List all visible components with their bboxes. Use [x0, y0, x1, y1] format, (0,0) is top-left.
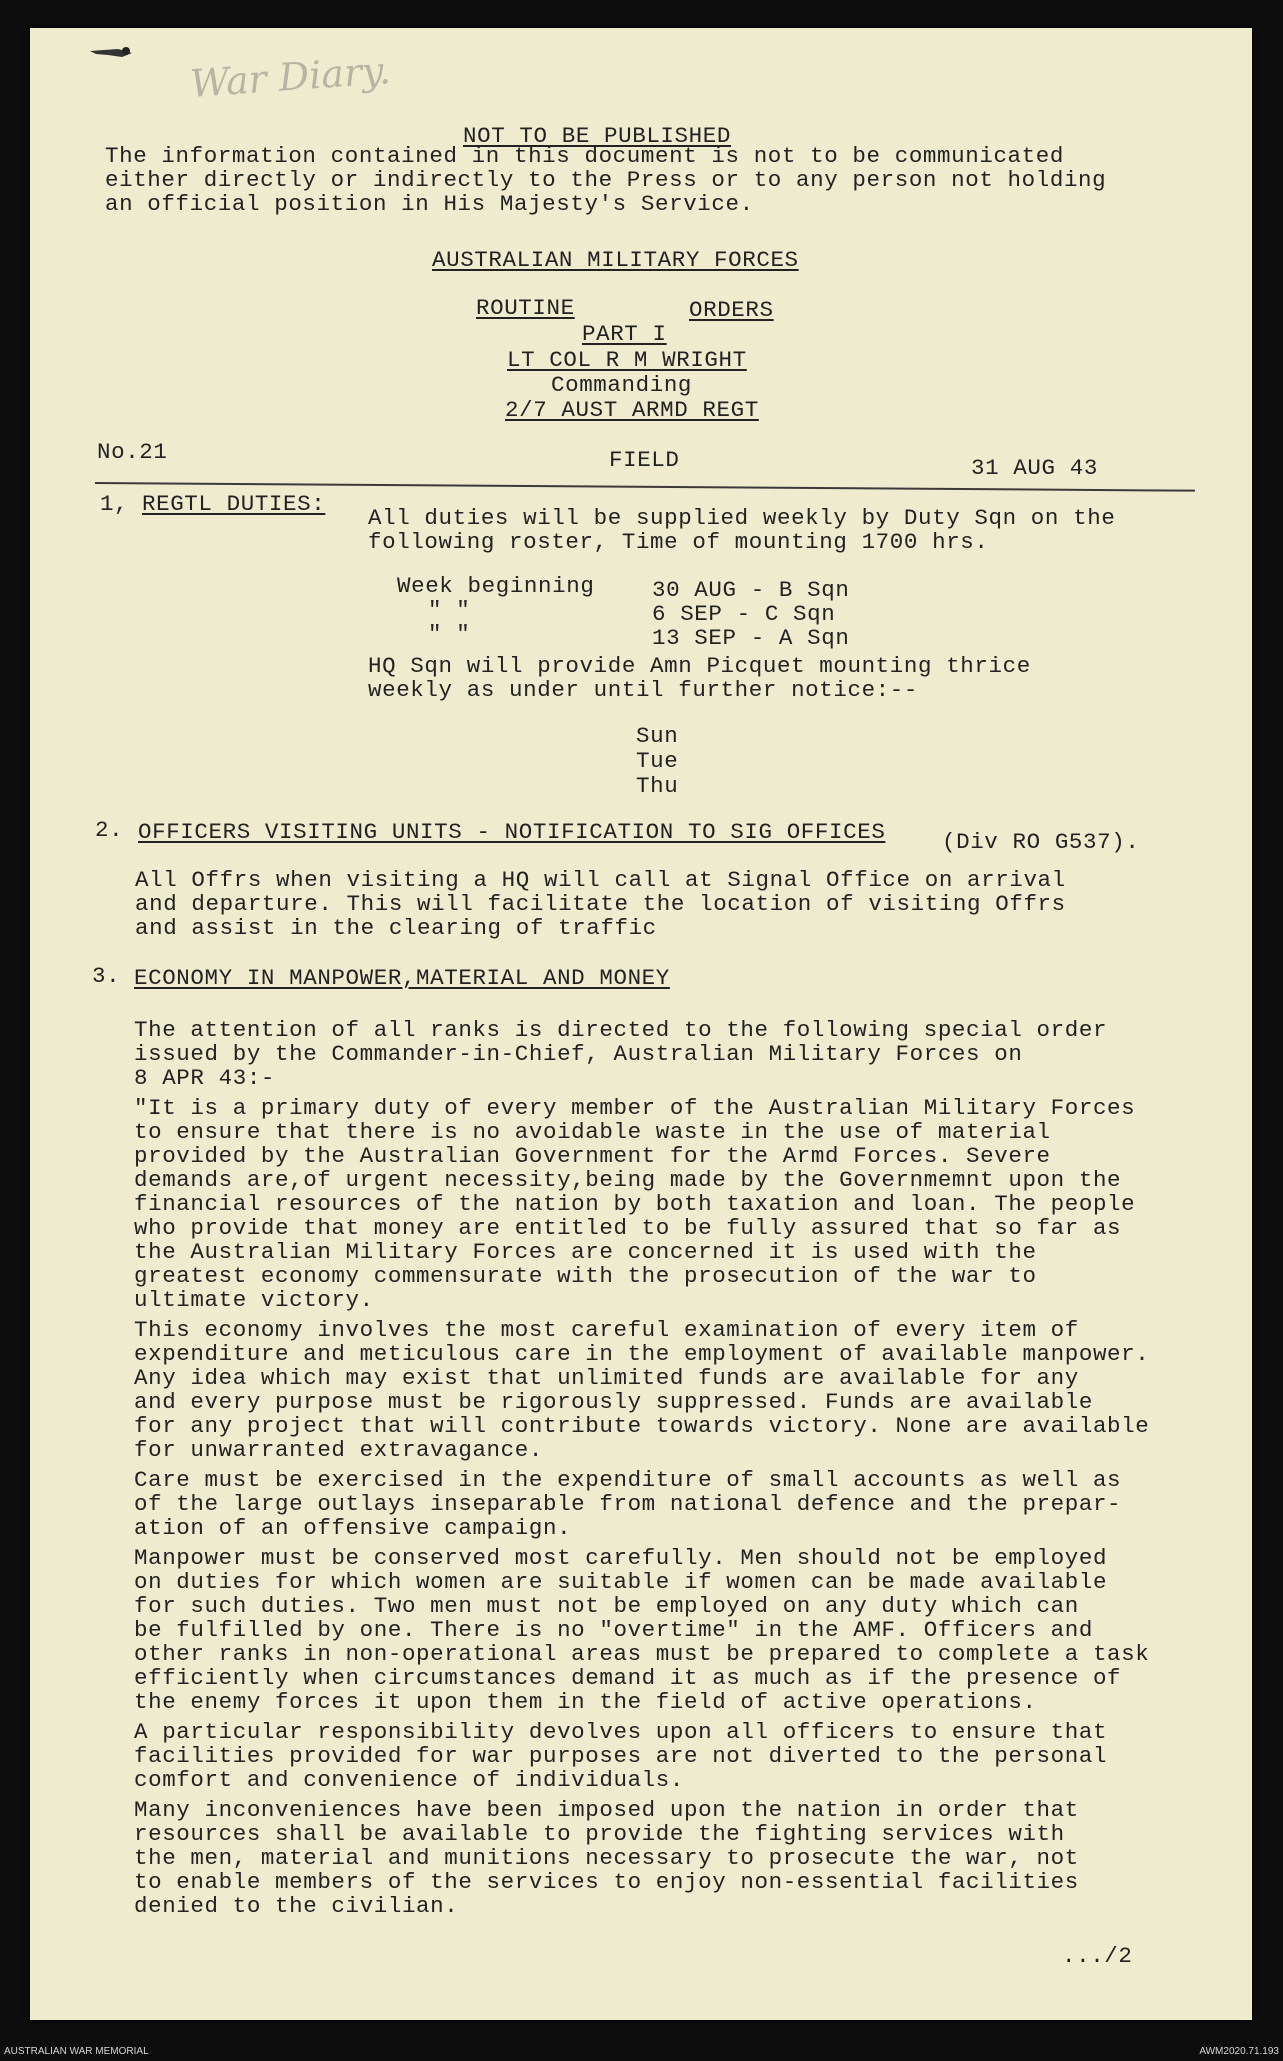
roster-value: 13 SEP - A Sqn — [652, 625, 850, 651]
routine-label: ROUTINE — [476, 295, 575, 321]
part-label: PART I — [582, 321, 667, 347]
paragraph-line: comfort and convenience of individuals. — [134, 1767, 684, 1793]
item-number: 1, — [100, 491, 129, 517]
paragraph-line: facilities provided for war purposes are not diverted to the personal — [134, 1743, 1108, 1769]
footer-archive-name: AUSTRALIAN WAR MEMORIAL — [4, 2046, 149, 2057]
paragraph-line: The attention of all ranks is directed to the following special order — [134, 1017, 1108, 1043]
paragraph-line: denied to the civilian. — [134, 1893, 459, 1919]
commander-name: LT COL R M WRIGHT — [507, 347, 747, 373]
paragraph-line: resources shall be available to provide the fighting services with — [134, 1821, 1065, 1847]
paragraph-line: the enemy forces it upon them in the field of active operations. — [134, 1689, 1037, 1715]
paragraph-line: expenditure and meticulous care in the employment of available manpower. — [134, 1341, 1150, 1367]
paragraph-line: ation of an offensive campaign. — [134, 1515, 572, 1541]
paragraph-line: for such duties. Two men must not be employed on any duty which can — [134, 1593, 1079, 1619]
not-published-heading: NOT TO BE PUBLISHED — [463, 123, 731, 149]
item-number: 3. — [92, 963, 121, 989]
paragraph-line: All Offrs when visiting a HQ will call at Signal Office on arrival — [135, 867, 1066, 893]
paragraph-line: for unwarranted extravagance. — [134, 1437, 543, 1463]
paragraph-line: efficiently when circumstances demand it as much as if the presence of — [134, 1665, 1122, 1691]
paragraph-line: Any idea which may exist that unlimited funds are available for any — [134, 1365, 1079, 1391]
paragraph-line: and assist in the clearing of traffic — [135, 915, 657, 941]
paragraph-line: All duties will be supplied weekly by Duty Sqn on the — [368, 505, 1116, 531]
notice-line: an official position in His Majesty's Service. — [105, 191, 754, 217]
paragraph-line: to ensure that there is no avoidable waste in the use of material — [134, 1119, 1051, 1145]
order-date: 31 AUG 43 — [971, 455, 1098, 481]
paragraph-line: financial resources of the nation by both taxation and loan. The people — [134, 1191, 1136, 1217]
item-heading: OFFICERS VISITING UNITS - NOTIFICATION TO SIG OFFICES — [138, 819, 886, 845]
paragraph-line: on duties for which women are suitable if women can be made available — [134, 1569, 1108, 1595]
paragraph-line: weekly as under until further notice:-- — [368, 677, 918, 703]
paragraph-line: Manpower must be conserved most carefully. Men should not be employed — [134, 1545, 1108, 1571]
item-heading: REGTL DUTIES: — [142, 491, 326, 517]
roster-label: Week beginning — [397, 573, 595, 599]
footer-item-id: AWM2020.71.193 — [1199, 2046, 1279, 2057]
day-item: Sun — [636, 723, 679, 749]
order-number: No.21 — [97, 439, 168, 465]
day-item: Tue — [636, 748, 679, 774]
paragraph-line: and every purpose must be rigorously suppressed. Funds are available — [134, 1389, 1093, 1415]
paragraph-line: greatest economy commensurate with the prosecution of the war to — [134, 1263, 1037, 1289]
paragraph-line: to enable members of the services to enjoy non-essential facilities — [134, 1869, 1079, 1895]
commanding-label: Commanding — [551, 372, 693, 398]
handwritten-note: War Diary. — [188, 48, 392, 106]
ink-mark-icon — [88, 45, 138, 63]
paragraph-line: and departure. This will facilitate the location of visiting Offrs — [135, 891, 1066, 917]
notice-line: The information contained in this document is not to be communicated — [105, 143, 1064, 169]
paragraph-line: who provide that money are entitled to be fully assured that so far as — [134, 1215, 1122, 1241]
paragraph-line: other ranks in non-operational areas must be prepared to complete a task — [134, 1641, 1150, 1667]
paragraph-line: the Australian Military Forces are concerned it is used with the — [134, 1239, 1037, 1265]
continued-marker: .../2 — [1062, 1943, 1133, 1969]
org-title: AUSTRALIAN MILITARY FORCES — [432, 247, 799, 273]
notice-line: either directly or indirectly to the Press or to any person not holding — [105, 167, 1107, 193]
paragraph-line: This economy involves the most careful examination of every item of — [134, 1317, 1079, 1343]
item-reference: (Div RO G537). — [942, 829, 1140, 855]
order-location: FIELD — [609, 447, 680, 473]
paragraph-line: of the large outlays inseparable from national defence and the prepar- — [134, 1491, 1122, 1517]
unit-name: 2/7 AUST ARMD REGT — [505, 397, 759, 423]
paragraph-line: be fulfilled by one. There is no "overtime" in the AMF. Officers and — [134, 1617, 1093, 1643]
paragraph-line: the men, material and munitions necessary to prosecute the war, not — [134, 1845, 1079, 1871]
roster-value: 30 AUG - B Sqn — [652, 577, 850, 603]
item-number: 2. — [95, 817, 124, 843]
paragraph-line: "It is a primary duty of every member of the Australian Military Forces — [134, 1095, 1136, 1121]
paragraph-line: for any project that will contribute towards victory. None are available — [134, 1413, 1150, 1439]
paragraph-line: Many inconveniences have been imposed upon the nation in order that — [134, 1797, 1079, 1823]
paragraph-line: demands are,of urgent necessity,being made by the Governmemnt upon the — [134, 1167, 1122, 1193]
roster-value: 6 SEP - C Sqn — [652, 601, 836, 627]
roster-label: " " — [428, 621, 471, 647]
day-item: Thu — [636, 773, 679, 799]
item-heading: ECONOMY IN MANPOWER,MATERIAL AND MONEY — [134, 965, 670, 991]
paragraph-line: provided by the Australian Government for the Armd Forces. Severe — [134, 1143, 1051, 1169]
paragraph-line: A particular responsibility devolves upon all officers to ensure that — [134, 1719, 1108, 1745]
paragraph-line: HQ Sqn will provide Amn Picquet mounting thrice — [368, 653, 1031, 679]
paragraph-line: Care must be exercised in the expenditure of small accounts as well as — [134, 1467, 1122, 1493]
paragraph-line: 8 APR 43:- — [134, 1065, 276, 1091]
orders-label: ORDERS — [689, 297, 774, 323]
paragraph-line: issued by the Commander-in-Chief, Australian Military Forces on — [134, 1041, 1023, 1067]
paragraph-line: ultimate victory. — [134, 1287, 374, 1313]
paragraph-line: following roster, Time of mounting 1700 hrs. — [368, 529, 989, 555]
roster-label: " " — [428, 597, 471, 623]
